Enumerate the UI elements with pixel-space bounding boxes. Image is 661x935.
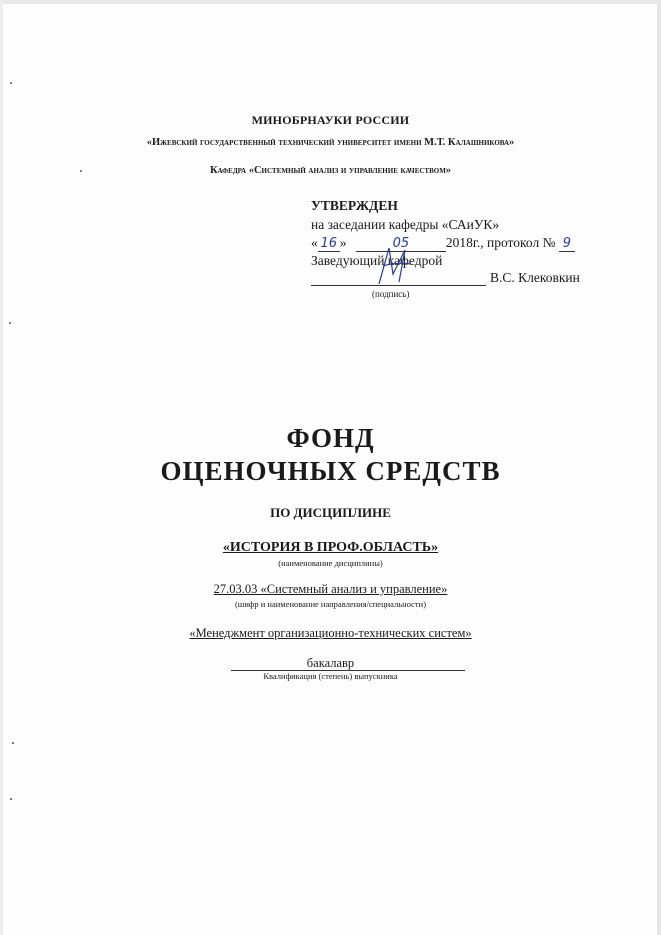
specialty-name: 27.03.03 «Системный анализ и управление»: [213, 582, 448, 596]
department-name: Кафедра «Системный анализ и управление качеством»: [209, 165, 452, 176]
scan-speck: [9, 322, 11, 324]
protocol-number: 9: [559, 236, 575, 252]
scan-speck: [10, 82, 12, 84]
approval-year-protocol: 2018г., протокол №: [445, 235, 556, 250]
approval-month: 05: [356, 236, 446, 252]
discipline-hint: (наименование дисциплины): [278, 558, 383, 568]
approval-title: УТВЕРЖДЕН: [311, 198, 398, 213]
qualification-value: бакалавр: [306, 656, 355, 670]
signer-name: В.С. Клековкин: [490, 270, 580, 285]
profile-name: «Менеджмент организационно-технических систем»: [189, 626, 472, 640]
university-name: «Ижевский государственный технический университет имени М.Т. Калашникова»: [146, 137, 515, 148]
head-of-department-label: Заведующий кафедрой: [311, 253, 443, 268]
discipline-name: «ИСТОРИЯ В ПРОФ.ОБЛАСТЬ»: [222, 540, 439, 555]
signature-line: [311, 285, 486, 286]
close-quote: »: [339, 235, 347, 250]
scan-speck: [10, 798, 12, 800]
by-discipline-label: ПО ДИСЦИПЛИНЕ: [270, 505, 391, 520]
signature-icon: [375, 244, 415, 289]
specialty-hint: (шифр и наименование направления/специальности): [234, 599, 427, 609]
ministry-heading: МИНОБРНАУКИ РОССИИ: [251, 113, 410, 127]
qualification-hint: Квалификация (степень) выпускника: [263, 671, 398, 681]
approval-meeting: на заседании кафедры «САиУК»: [311, 217, 500, 232]
approval-date-line: [311, 235, 575, 252]
scan-speck: [12, 742, 14, 744]
signature-hint: (подпись): [372, 289, 410, 299]
scan-edge-top: [0, 0, 661, 4]
document-title-line1: ФОНД: [286, 423, 375, 453]
open-quote: «: [311, 235, 318, 250]
approval-day: 16: [318, 236, 340, 252]
document-title-line2: ОЦЕНОЧНЫХ СРЕДСТВ: [160, 456, 501, 486]
